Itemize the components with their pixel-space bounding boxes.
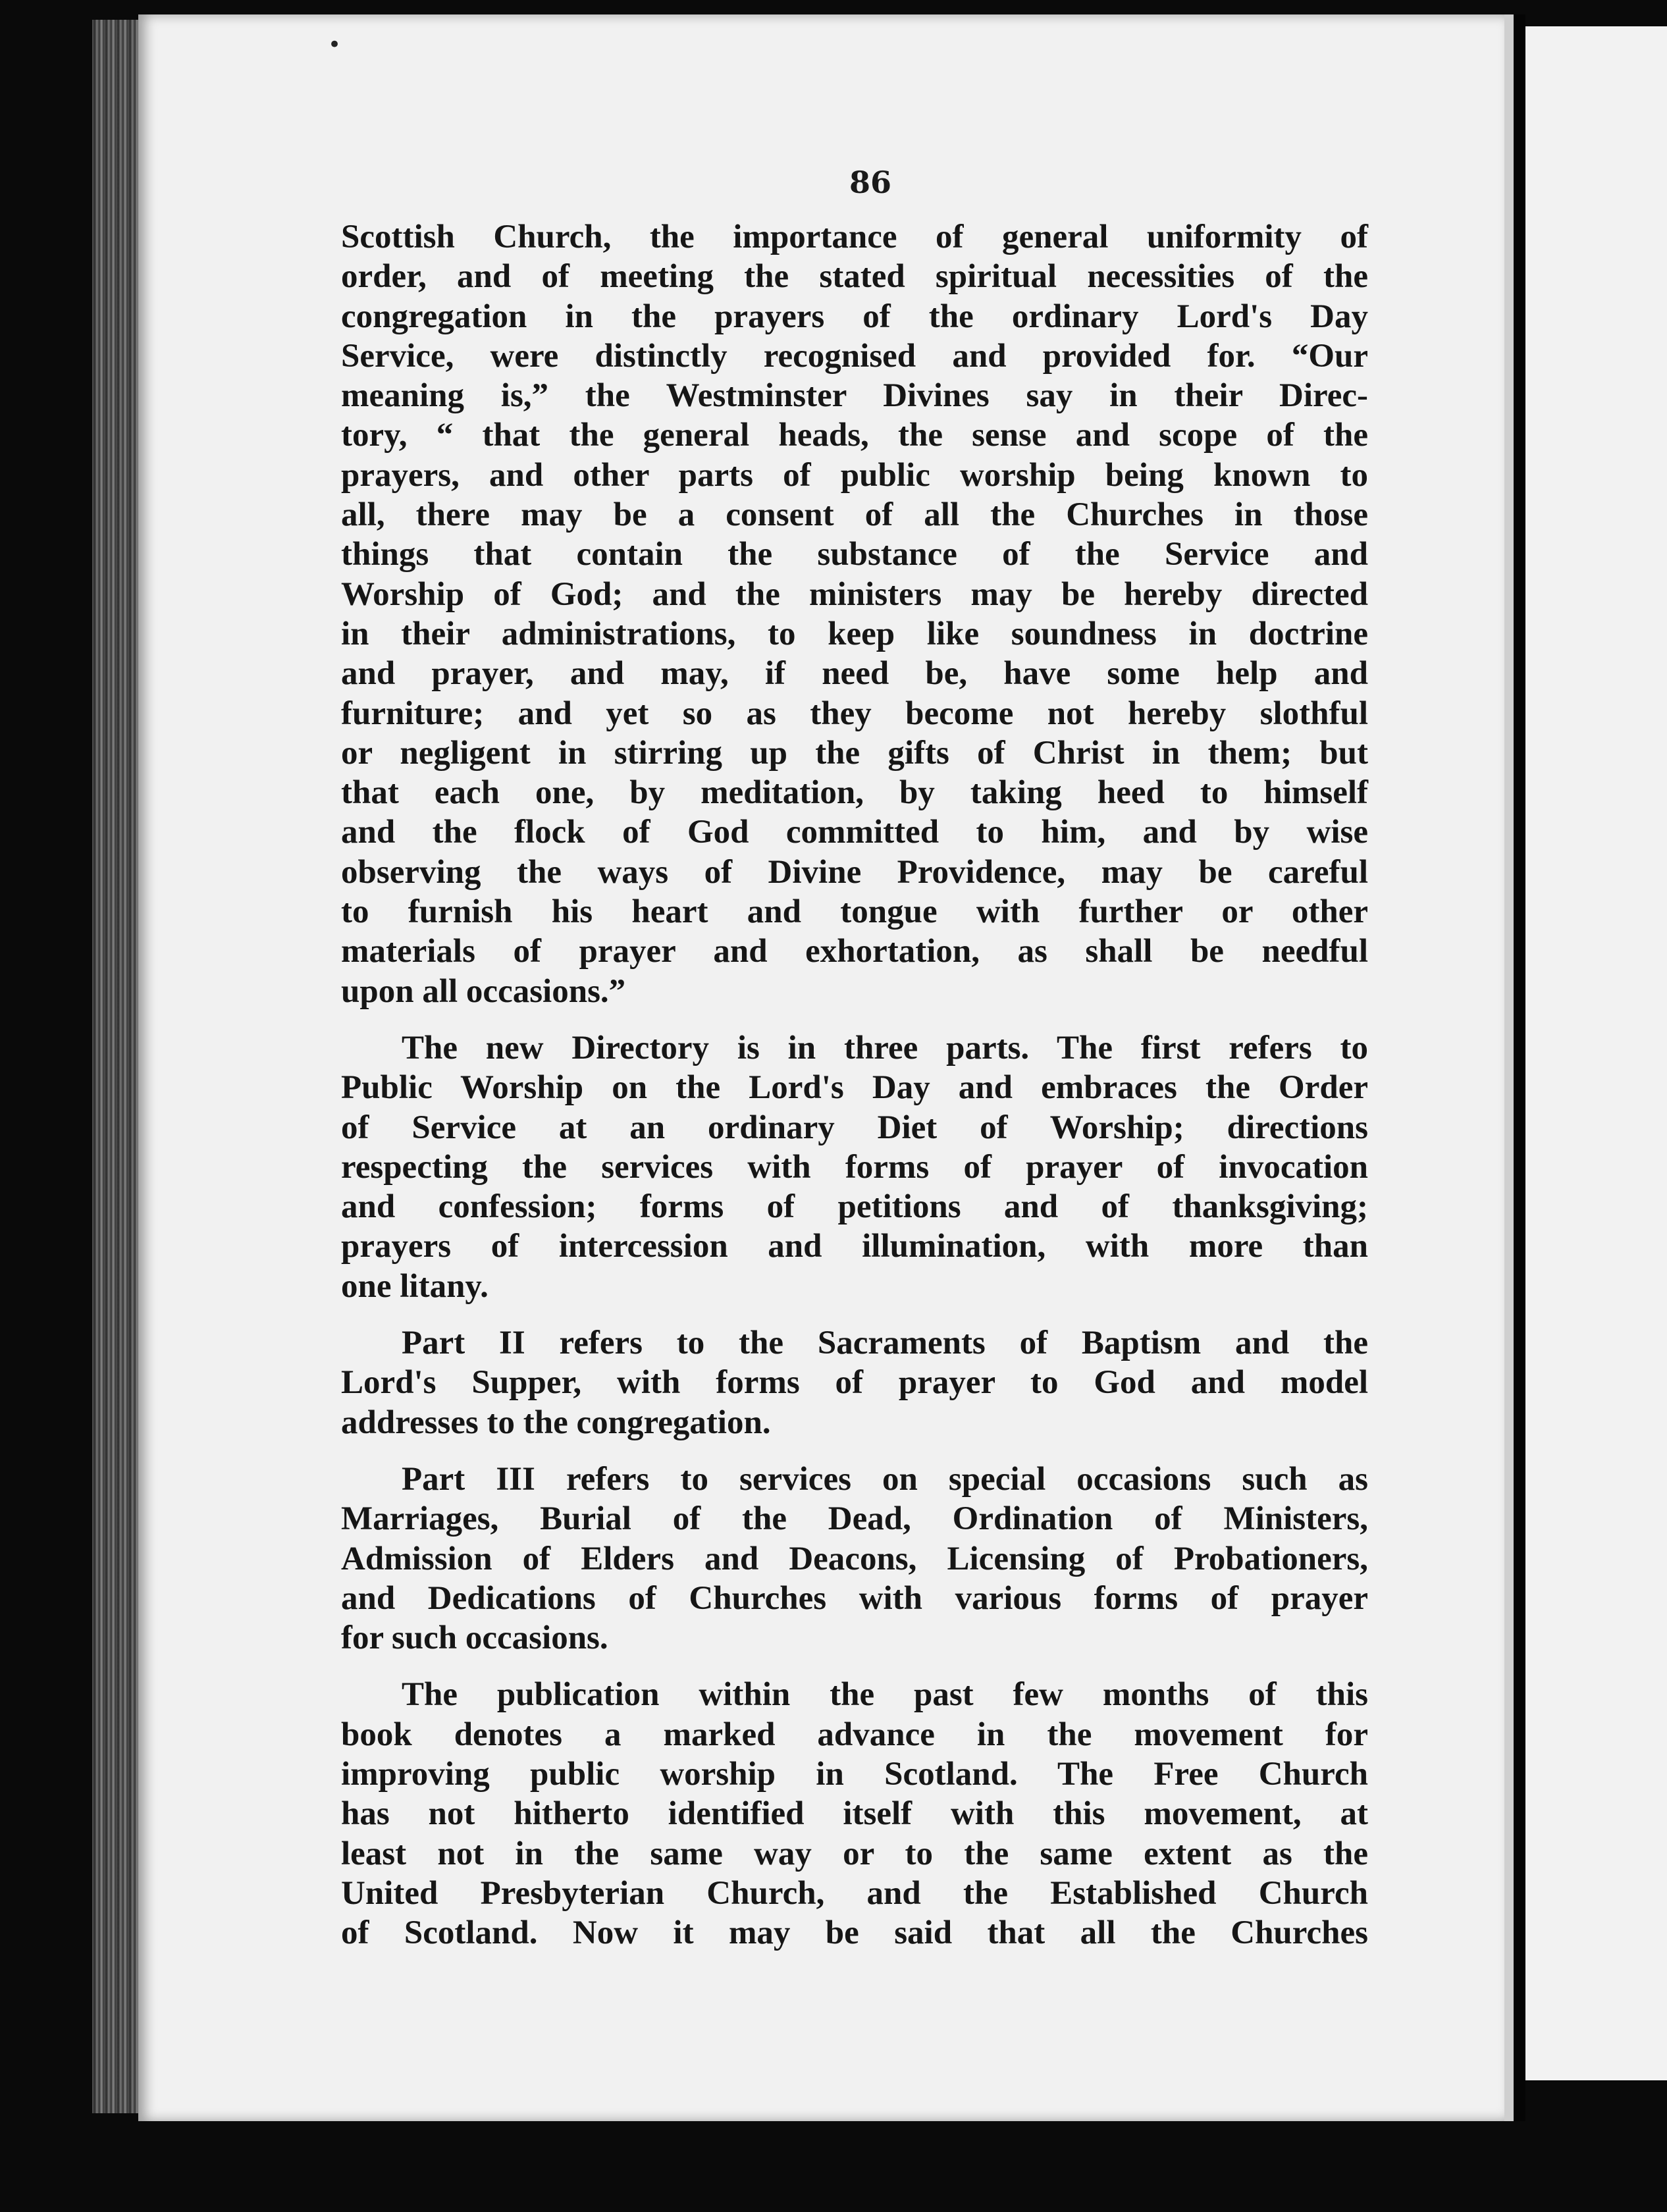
text-line: improving public worship in Scotland. The Free Church — [341, 1755, 1368, 1793]
body-text — [341, 217, 1368, 1953]
text-line: The new Directory is in three parts. The first refers to — [402, 1029, 1368, 1066]
text-line: addresses to the congregation. — [341, 1404, 771, 1441]
text-line: to furnish his heart and tongue with further or other — [341, 893, 1368, 931]
text-line: and prayer, and may, if need be, have some help and — [341, 655, 1368, 693]
text-line: of Service at an ordinary Diet of Worship; directions — [341, 1109, 1368, 1146]
text-line: Lord's Supper, with forms of prayer to God and model — [341, 1364, 1368, 1402]
text-line: meaning is,” the Westminster Divines say in their Direc- — [341, 377, 1368, 415]
text-line: for such occasions. — [341, 1620, 608, 1657]
text-line: and the flock of God committed to him, and by wise — [341, 814, 1368, 851]
paragraph-gap — [341, 1658, 1368, 1675]
text-line: Scottish Church, the importance of general uniformity of — [341, 219, 1368, 255]
facing-page — [1525, 26, 1667, 2080]
text-line: prayers, and other parts of public worship being known to — [341, 456, 1368, 494]
text-line: tory, “ that the general heads, the sense and scope of the — [341, 417, 1368, 454]
paragraph-gap — [341, 1442, 1368, 1460]
text-line: Admission of Elders and Deacons, Licensing of Probationers, — [341, 1540, 1368, 1577]
text-line: Public Worship on the Lord's Day and embraces the Order — [341, 1069, 1368, 1107]
text-line: book denotes a marked advance in the movement for — [341, 1716, 1368, 1753]
text-line: least not in the same way or to the same extent as the — [341, 1835, 1368, 1872]
text-line: all, there may be a consent of all the Churches in those — [341, 496, 1368, 534]
text-line: that each one, by meditation, by taking heed to himself — [341, 774, 1368, 812]
text-line: congregation in the prayers of the ordinary Lord's Day — [341, 298, 1368, 335]
text-line: or negligent in stirring up the gifts of Christ in them; but — [341, 734, 1368, 772]
text-line: one litany. — [341, 1267, 489, 1305]
text-line: The publication within the past few months of this — [402, 1676, 1368, 1714]
text-line: upon all occasions.” — [341, 972, 626, 1010]
book-binding-edge — [92, 20, 140, 2113]
page-number: 86 — [849, 165, 892, 200]
paragraph — [341, 217, 1368, 1011]
page-gutter — [1514, 14, 1525, 2121]
text-line: Part III refers to services on special occasions such as — [402, 1460, 1368, 1498]
page-edge — [1504, 14, 1514, 2121]
text-line: Service, were distinctly recognised and provided for. “Our — [341, 337, 1368, 375]
text-line: United Presbyterian Church, and the Established Church — [341, 1874, 1368, 1912]
text-line: furniture; and yet so as they become not hereby slothful — [341, 695, 1368, 732]
text-line: in their administrations, to keep like soundness in doctrine — [341, 615, 1368, 652]
text-line: and Dedications of Churches with various forms of prayer — [341, 1579, 1368, 1617]
speck-mark: • — [328, 32, 342, 58]
paragraph — [341, 1323, 1368, 1442]
text-line: prayers of intercession and illumination, with more than — [341, 1228, 1368, 1265]
text-line: Part II refers to the Sacraments of Baptism and the — [402, 1325, 1368, 1362]
text-line: order, and of meeting the stated spiritual necessities of the — [341, 258, 1368, 296]
paragraph — [341, 1028, 1368, 1306]
text-line: Worship of God; and the ministers may be hereby directed — [341, 575, 1368, 613]
paragraph-gap — [341, 1011, 1368, 1028]
paragraph-gap — [341, 1306, 1368, 1323]
text-line: Marriages, Burial of the Dead, Ordination of Ministers, — [341, 1500, 1368, 1538]
text-line: observing the ways of Divine Providence, may be careful — [341, 853, 1368, 891]
text-line: things that contain the substance of the Service and — [341, 536, 1368, 573]
text-line: of Scotland. Now it may be said that all the Churches — [341, 1914, 1368, 1952]
text-line: materials of prayer and exhortation, as shall be needful — [341, 933, 1368, 970]
paragraph — [341, 1460, 1368, 1658]
text-line: has not hitherto identified itself with this movement, at — [341, 1795, 1368, 1833]
paragraph — [341, 1675, 1368, 1953]
text-line: respecting the services with forms of prayer of invocation — [341, 1148, 1368, 1186]
text-line: and confession; forms of petitions and of thanksgiving; — [341, 1188, 1368, 1226]
